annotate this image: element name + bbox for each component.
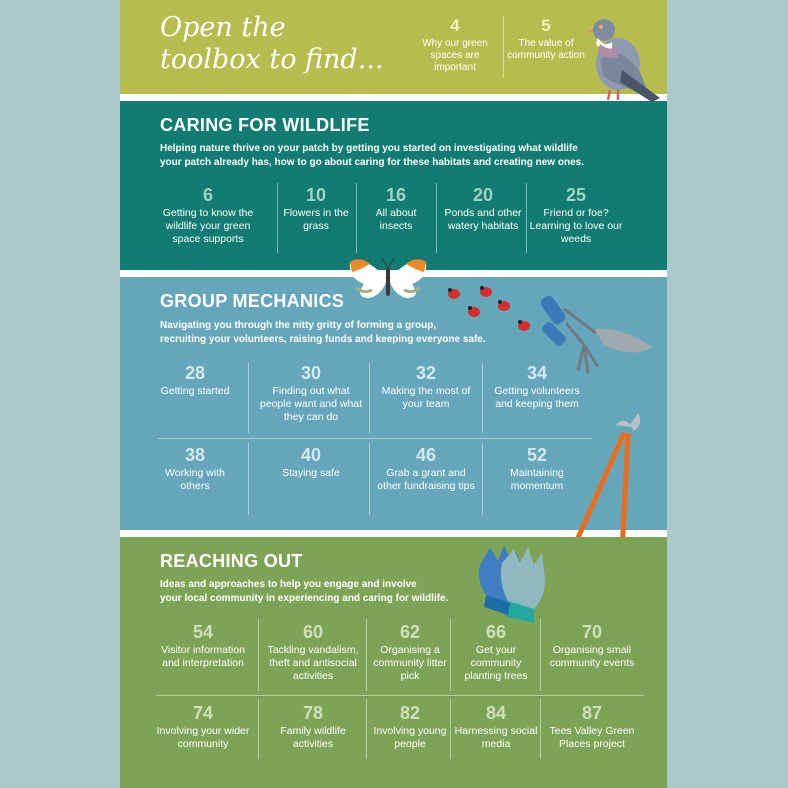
garden-fork-trowel-icon (544, 287, 664, 377)
divider (436, 183, 437, 253)
toolbox-contents-page (120, 0, 667, 788)
divider (526, 183, 527, 253)
divider (540, 619, 541, 691)
ladybirds-icon (442, 284, 542, 340)
divider (450, 699, 451, 759)
intro-band (120, 0, 667, 94)
divider (248, 363, 249, 433)
divider (540, 699, 541, 759)
toc-entry[interactable]: 70 Organising small community events (549, 622, 635, 669)
toc-entry[interactable]: 62 Organising a community litter pick (373, 622, 447, 682)
divider (366, 699, 367, 759)
section-description-line1: Ideas and approaches to help you engage and involve (160, 579, 417, 590)
toc-entry[interactable]: 10 Flowers in the grass (283, 185, 349, 232)
divider (369, 363, 370, 433)
toc-entry[interactable]: 30 Finding out what people want and what they can do (259, 363, 363, 423)
toc-entry[interactable]: 40 Staying safe (282, 445, 340, 479)
toc-entry[interactable]: 6 Getting to know the wildlife your green space supports (162, 185, 254, 245)
toc-entry[interactable]: 4 Why our green spaces are important (422, 16, 488, 73)
toc-entry[interactable]: 16 All about insects (375, 185, 417, 232)
group-mechanics-section (120, 277, 667, 530)
divider (277, 183, 278, 253)
toc-entry[interactable]: 52 Maintaining momentum (510, 445, 564, 492)
row-divider (156, 695, 644, 696)
toc-entry[interactable]: 46 Grab a grant and other fundraising tips (377, 445, 475, 492)
toc-entry[interactable]: 32 Making the most of your team (381, 363, 471, 410)
section-description-line1: Navigating you through the nitty gritty of forming a group, (160, 320, 437, 331)
pigeon-icon (582, 12, 662, 104)
toc-entry[interactable]: 60 Tackling vandalism, theft and antisocial activities (267, 622, 359, 682)
toc-entry[interactable]: 78 Family wildlife activities (280, 703, 346, 750)
toc-entry[interactable]: 82 Involving young people (373, 703, 447, 750)
toc-entry[interactable]: 87 Tees Valley Green Places project (549, 703, 635, 750)
toc-entry[interactable]: 20 Ponds and other watery habitats (444, 185, 522, 232)
divider (482, 443, 483, 515)
divider (482, 363, 483, 433)
caring-for-wildlife-section (120, 101, 667, 270)
toc-entry[interactable]: 25 Friend or foe? Learning to love our weeds (529, 185, 623, 245)
divider (248, 443, 249, 515)
divider (258, 699, 259, 759)
toc-entry[interactable]: 28 Getting started (160, 363, 230, 397)
gardening-gloves-icon (472, 543, 568, 625)
divider (369, 443, 370, 515)
section-description-line2: recruiting your volunteers, raising funds and keeping everyone safe. (160, 334, 486, 345)
toc-entry[interactable]: 84 Harnessing social media (454, 703, 538, 750)
toc-entry[interactable]: 38 Working with others (165, 445, 225, 492)
section-title: GROUP MECHANICS (160, 291, 345, 311)
intro-heading-line2: toolbox to find... (160, 44, 384, 75)
section-description-line1: Helping nature thrive on your patch by getting you started on investigating what wildlife (160, 143, 578, 154)
reaching-out-section (120, 537, 667, 788)
section-description-line2: your patch already has, how to go about caring for these habitats and creating new ones. (160, 157, 584, 168)
row-divider (158, 438, 592, 439)
toc-entry[interactable]: 74 Involving your wider community (156, 703, 250, 750)
section-title: CARING FOR WILDLIFE (160, 115, 370, 135)
toc-entry[interactable]: 54 Visitor information and interpretation (161, 622, 245, 669)
divider (356, 183, 357, 253)
butterfly-icon (346, 254, 430, 304)
toc-entry[interactable]: 5 The value of community action (507, 16, 585, 61)
section-title: REACHING OUT (160, 551, 303, 571)
divider (366, 619, 367, 691)
toc-entry[interactable]: 66 Get your community planting trees (464, 622, 528, 682)
toc-entry[interactable]: 34 Getting volunteers and keeping them (494, 363, 580, 410)
intro-heading-line1: Open the (160, 12, 286, 43)
divider (258, 619, 259, 691)
section-description-line2: your local community in experiencing and caring for wildlife. (160, 593, 449, 604)
divider (450, 619, 451, 691)
